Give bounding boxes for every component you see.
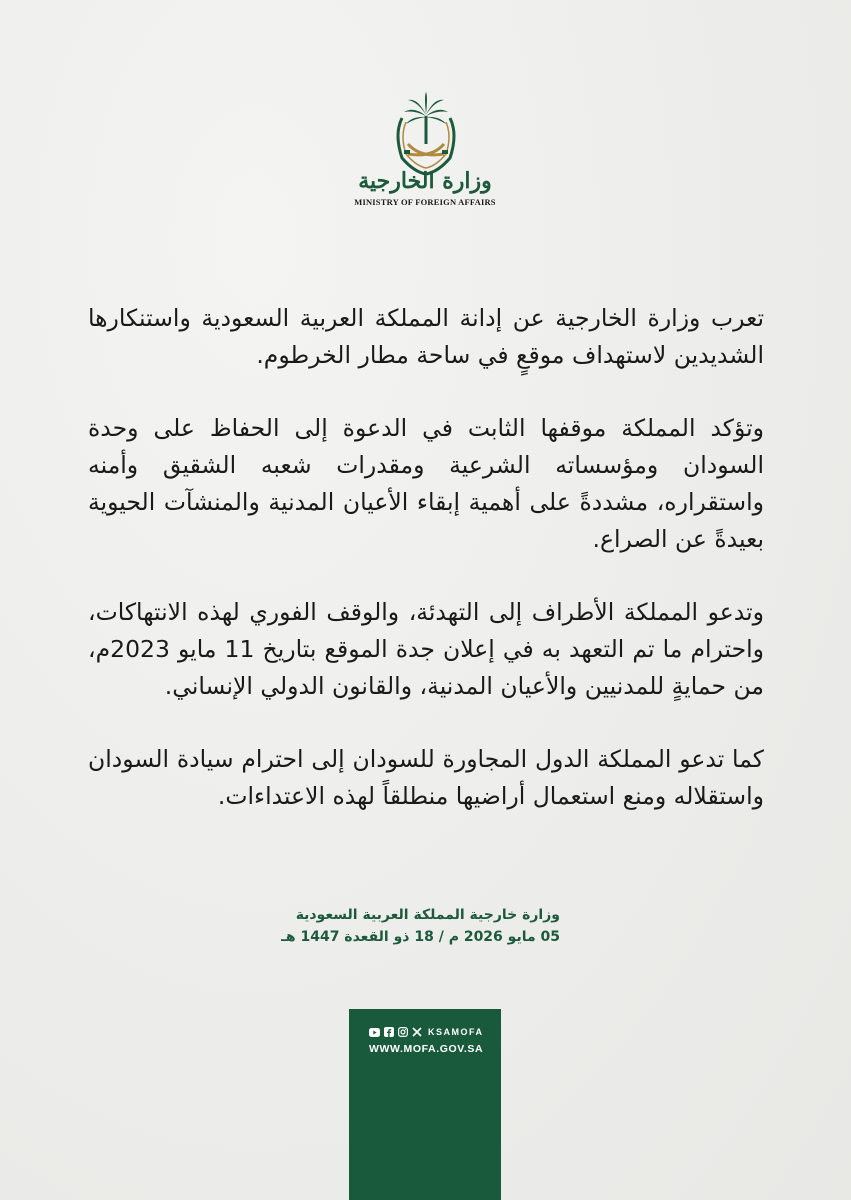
issuer-name: وزارة خارجية المملكة العربية السعودية: [295, 907, 560, 923]
saudi-emblem-icon: [380, 88, 472, 180]
issue-date: 05 مايو 2026 م / 18 ذو القعدة 1447 هـ: [281, 929, 560, 945]
instagram-icon[interactable]: [397, 1027, 408, 1038]
signature-block: [230, 904, 560, 948]
footer-panel: [349, 1009, 501, 1200]
statement-paragraph: تعرب وزارة الخارجية عن إدانة المملكة العربية السعودية واستنكارها الشديدين لاستهداف موقعٍ في ساحة مطار الخرطوم.: [88, 304, 764, 369]
statement-paragraph: كما تدعو المملكة الدول المجاورة للسودان إلى احترام سيادة السودان واستقلاله ومنع استعمال أراضيها منطلقاً لهذه الاعتداءات.: [88, 745, 764, 810]
youtube-icon[interactable]: [369, 1027, 380, 1038]
statement-paragraph: وتدعو المملكة الأطراف إلى التهدئة، والوقف الفوري لهذه الانتهاكات، واحترام ما تم التعهد به في إعلان جدة الموقع بتاريخ 11 مايو 2023م، من حمايةٍ للمدنيين والأعيان المدنية، والقانون الدولي الإنساني.: [88, 598, 764, 700]
ministry-name-arabic: وزارة الخارجية: [358, 168, 492, 194]
social-handle[interactable]: KSAMOFA: [428, 1027, 484, 1037]
x-icon[interactable]: [411, 1027, 422, 1038]
website-link[interactable]: WWW.MOFA.GOV.SA: [369, 1043, 484, 1055]
statement-paragraph: وتؤكد المملكة موقفها الثابت في الدعوة إلى الحفاظ على وحدة السودان ومؤسساته الشرعية ومقدرات شعبه الشقيق وأمنه واستقراره، مشددةً على أهمية إبقاء الأعيان المدنية والمنشآت الحيوية بعيدةً عن الصراع.: [88, 414, 764, 553]
social-links: [369, 1025, 484, 1039]
facebook-icon[interactable]: [383, 1027, 394, 1038]
statement-body: [88, 300, 764, 851]
ministry-name-english: MINISTRY OF FOREIGN AFFAIRS: [354, 197, 496, 207]
